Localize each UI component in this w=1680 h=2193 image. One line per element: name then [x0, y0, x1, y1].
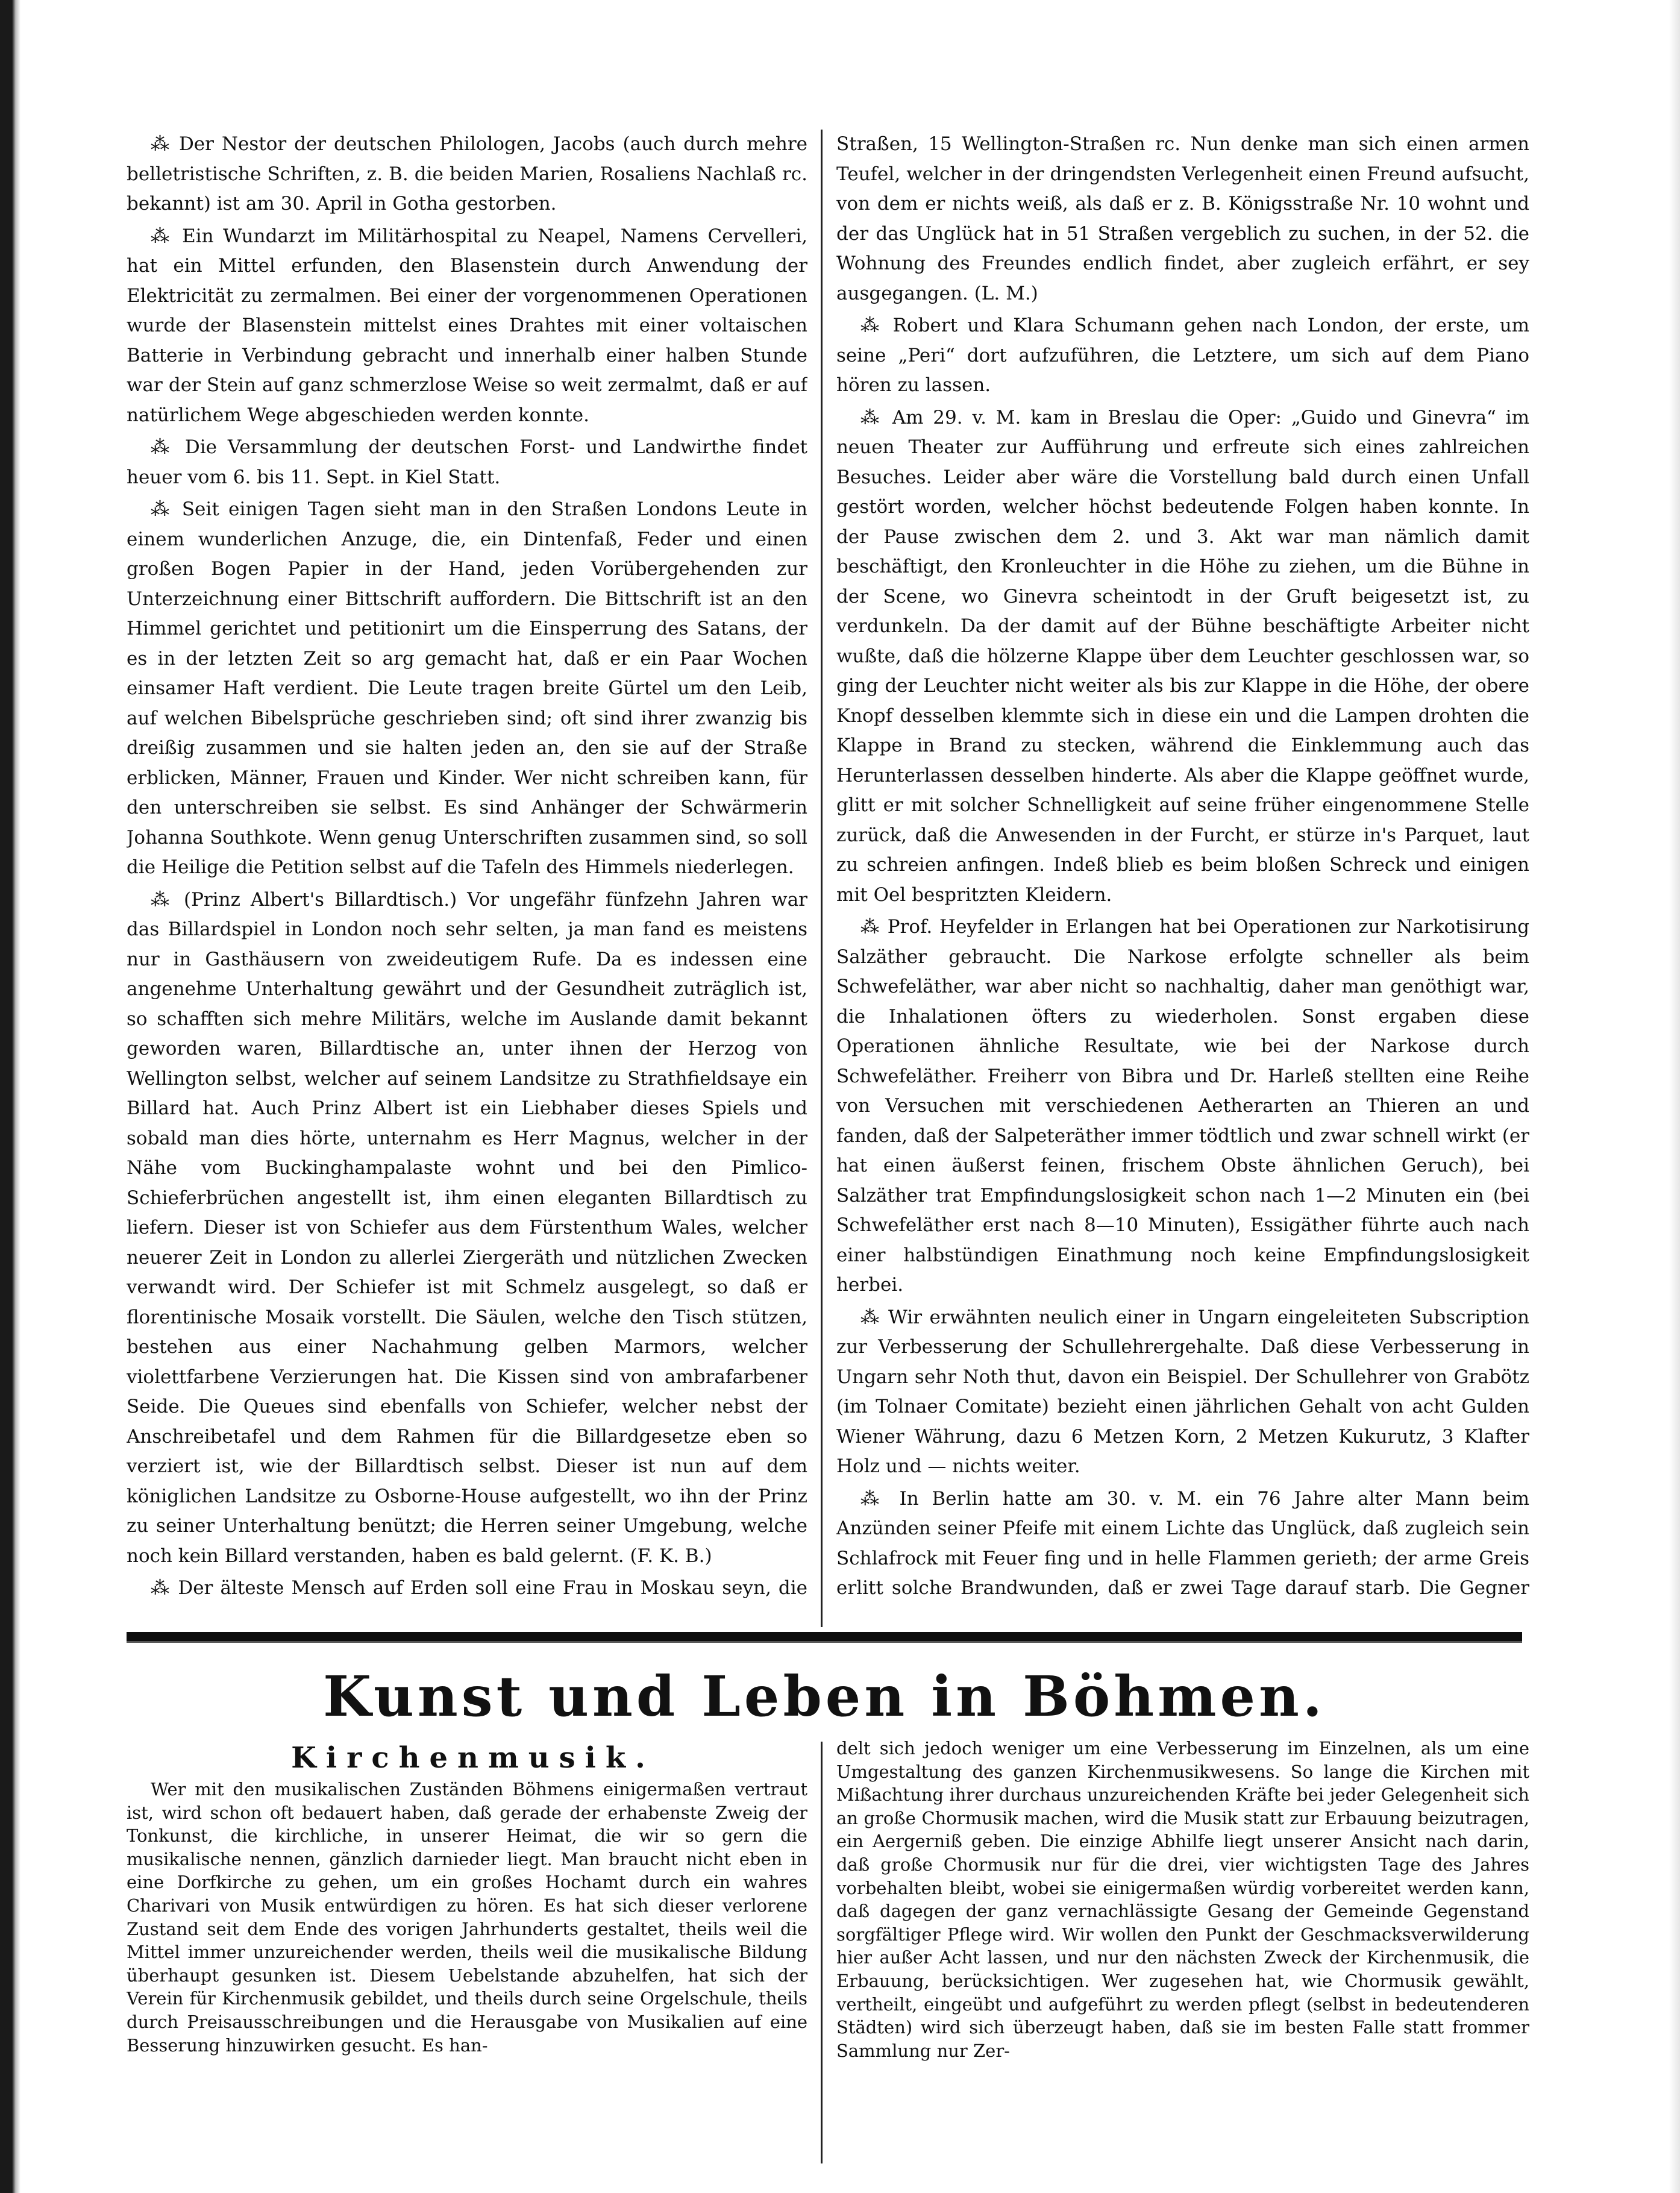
news-item: ⁂ Robert und Klara Schumann gehen nach London, der erste, um seine „Peri“ dort aufzuführen, die Letztere, um sich auf dem Piano hören zu lassen. [836, 315, 1529, 396]
news-item: ⁂ Der älteste Mensch auf Erden soll eine Frau in Moskau seyn, die [151, 1577, 807, 1599]
news-item: ⁂ Die Versammlung der deutschen Forst- und Landwirthe findet heuer vom 6. bis 11. Sept. in Kiel Statt. [127, 436, 807, 488]
column-divider [821, 1742, 823, 2163]
column-bottom-left [127, 1778, 807, 2163]
news-item: ⁂ Prof. Heyfelder in Erlangen hat bei Operationen zur Narkotisirung Salzäther gebraucht. Die Narkose erfolgte schneller als beim Schwefeläther, war aber nicht so nachhaltig, daher man genöthigt war, die Inhalationen öfters zu wiederholen. Sonst ergaben diese Operationen ähnliche Resultate, wie bei der Narkose durch Schwefeläther. Freiherr von Bibra und Dr. Harleß stellten eine Reihe von Versuchen mit verschiedenen Aetherarten an Thieren an und fanden, daß der Salpeteräther immer tödtlich und zwar schnell wirkt (er hat einen äußerst feinen, frischem Obste ähnlichen Geruch), bei Salzäther trat Empfindungslosigkeit schon nach 1—2 Minuten ein (bei Schwefeläther erst nach 8—10 Minuten), Essigäther führte auch nach einer halbstündigen Einathmung noch keine Empfindungslosigkeit herbei. [836, 916, 1529, 1296]
column-divider [821, 130, 823, 1627]
news-item: ⁂ In Berlin hatte am 30. v. M. ein 76 Jahre alter Mann beim Anzünden seiner Pfeife mit einem Lichte das Unglück, daß zugleich sein Schlafrock mit Feuer fing und in helle Flammen gerieth; der arme Greis erlitt solche Brandwunden, daß er zwei Tage darauf starb. Die Gegner [836, 1487, 1529, 1599]
article-text: Wer mit den musikalischen Zuständen Böhmens einigermaßen vertraut ist, wird schon oft bedauert haben, daß gerade der erhabenste Zweig der Tonkunst, die kirchliche, in unserer Heimat, die wir so gern die musikalische nennen, gänzlich darnieder liegt. Man braucht nicht eben in eine Dorfkirche zu gehen, um ein großes Hochamt durch ein wahres Charivari von Musik entwürdigen zu hören. Es hat sich dieser verlorene Zustand seit dem Ende des vorigen Jahrhunderts gestaltet, theils weil die Mittel immer unzureichender werden, theils weil die musikalische Bildung überhaupt gesunken ist. Diesem Uebelstande abzuhelfen, hat sich der Verein für Kirchenmusik gebildet, und theils durch seine Orgelschule, theils durch Preisausschreibungen und die Herausgabe von Musikalien auf eine Besserung hinzuwirken gesucht. Es han- [127, 1779, 807, 2056]
news-item: Straßen, 15 Wellington-Straßen rc. Nun denke man sich einen armen Teufel, welcher in der dringendsten Verlegenheit einen Freund aufsucht, von dem er nichts weiß, als daß er z. B. Königsstraße Nr. 10 wohnt und der das Unglück hat in 51 Straßen vergeblich zu suchen, in der 52. die Wohnung des Freundes endlich findet, aber zugleich erfährt, er sey ausgegangen. (L. M.) [836, 133, 1529, 304]
section-rule [127, 1632, 1522, 1643]
news-item: ⁂ Seit einigen Tagen sieht man in den Straßen Londons Leute in einem wunderlichen Anzuge, die, ein Dintenfaß, Feder und einen großen Bogen Papier in der Hand, jeden Vorübergehenden zur Unterzeichnung einer Bittschrift auffordern. Die Bittschrift ist an den Himmel gerichtet und petitionirt um die Einsperrung des Satans, der es in der letzten Zeit so arg gemacht hat, daß er ein Paar Wochen einsamer Haft verdient. Die Leute tragen breite Gürtel um den Leib, auf welchen Bibelsprüche geschrieben sind; oft sind ihrer zwanzig bis dreißig zusammen und sie halten jeden an, den sie auf der Straße erblicken, Männer, Frauen und Kinder. Wer nicht schreiben kann, für den unterschreiben sie selbst. Es sind Anhänger der Schwärmerin Johanna Southkote. Wenn genug Unterschriften zusammen sind, so soll die Heilige die Petition selbst auf die Tafeln des Himmels niederlegen. [127, 498, 807, 878]
column-top-right [836, 130, 1529, 1600]
scan-edge-left [0, 0, 20, 2193]
scan-edge-right [1669, 0, 1680, 2193]
news-item: ⁂ (Prinz Albert's Billardtisch.) Vor ungefähr fünfzehn Jahren war das Billardspiel in London noch sehr selten, ja man fand es meistens nur in Gasthäusern von zweideutigem Rufe. Da es indessen eine angenehme Unterhaltung gewährt und der Gesundheit zuträglich ist, so schafften sich mehre Militärs, welche im Auslande damit bekannt geworden waren, Billardtische an, unter ihnen der Herzog von Wellington selbst, welcher auf seinem Landsitze zu Strathfieldsaye ein Billard hat. Auch Prinz Albert ist ein Liebhaber dieses Spiels und sobald man dies hörte, unternahm es Herr Magnus, welcher in der Nähe vom Buckinghampalaste wohnt und bei den Pimlico-Schieferbrüchen angestellt ist, ihm einen eleganten Billardtisch zu liefern. Dieser ist von Schiefer aus dem Fürstenthum Wales, welcher neuerer Zeit in London zu allerlei Ziergeräth und nützlichen Zwecken verwandt wird. Der Schiefer ist mit Schmelz ausgelegt, so daß er florentinische Mosaik vorstellt. Die Säulen, welche den Tisch stützen, bestehen aus einer Nachahmung gelben Marmors, welcher violettfarbene Verzierungen hat. Die Kissen sind von ambrafarbener Seide. Die Queues sind ebenfalls von Schiefer, welcher nebst der Anschreibetafel und dem Rahmen für die Billardgesetze eben so verziert ist, wie der Billardtisch selbst. Dieser ist nun auf dem königlichen Landsitze zu Osborne-House aufgestellt, wo ihn der Prinz zu seiner Unterhaltung benützt; die Herren seiner Umgebung, welche noch kein Billard verstanden, haben es bald gelernt. (F. K. B.) [127, 888, 807, 1567]
news-item: ⁂ Der Nestor der deutschen Philologen, Jacobs (auch durch mehre belletristische Schriften, z. B. die beiden Marien, Rosaliens Nachlaß rc. bekannt) ist am 30. April in Gotha gestorben. [127, 133, 807, 215]
news-item: ⁂ Ein Wundarzt im Militärhospital zu Neapel, Namens Cervelleri, hat ein Mittel erfunden, den Blasenstein durch Anwendung der Elektricität zu zermalmen. Bei einer der vorgenommenen Operationen wurde der Blasenstein mittelst eines Drahtes mit einer voltaischen Batterie in Verbindung gebracht und innerhalb einer halben Stunde war der Stein auf ganz schmerzlose Weise so weit zermalmt, daß er auf natürlichem Wege abgeschieden werden konnte. [127, 225, 807, 426]
news-item: ⁂ Wir erwähnten neulich einer in Ungarn eingeleiteten Subscription zur Verbesserung der Schullehrergehalte. Daß diese Verbesserung in Ungarn sehr Noth thut, davon ein Beispiel. Der Schullehrer von Grabötz (im Tolnaer Comitate) bezieht einen jährlichen Gehalt von acht Gulden Wiener Währung, dazu 6 Metzen Korn, 2 Metzen Kukurutz, 3 Klafter Holz und — nichts weiter. [836, 1306, 1529, 1477]
section-heading: Kunst und Leben in Böhmen. [323, 1664, 1326, 1729]
news-item: ⁂ Am 29. v. M. kam in Breslau die Oper: „Guido und Ginevra“ im neuen Theater zur Aufführung und erfreute sich eines zahlreichen Besuches. Leider aber wäre die Vorstellung bald durch einen Unfall gestört worden, welcher höchst bedeutende Folgen haben konnte. In der Pause zwischen dem 2. und 3. Akt war man nämlich damit beschäftigt, den Kronleuchter in die Höhe zu ziehen, um die Bühne in der Scene, wo Ginevra scheintodt in der Gruft beigesetzt ist, zu verdunkeln. Da der damit auf der Bühne beschäftigte Arbeiter nicht wußte, daß die hölzerne Klappe über dem Leuchter geschlossen war, so ging der Leuchter nicht weiter als bis zur Klappe in die Höhe, der obere Knopf desselben klemmte sich in diese ein und die Lampen drohten die Klappe in Brand zu stecken, während die Einklemmung auch das Herunterlassen desselben hinderte. Als aber die Klappe geöffnet wurde, glitt er mit solcher Schnelligkeit auf seine früher eingenommene Stelle zurück, daß die Anwesenden in der Furcht, er stürze in's Parquet, laut zu schreien anfingen. Indeß blieb es beim bloßen Schreck und einigen mit Oel bespritzten Kleidern. [836, 406, 1529, 906]
column-top-left [127, 130, 807, 1600]
article-text: delt sich jedoch weniger um eine Verbesserung im Einzelnen, als um eine Umgestaltung des ganzen Kirchenmusikwesens. So lange die Kirchen mit Mißachtung ihrer durchaus unzureichenden Kräfte bei jeder Gelegenheit sich an große Chormusik machen, wird die Musik statt zur Erbauung beizutragen, ein Aergerniß geben. Die einzige Abhilfe liegt unserer Ansicht nach darin, daß große Chormusik nur für die drei, vier wichtigsten Tage des Jahres vorbehalten bleibt, wobei sie einigermaßen würdig vorbereitet werden kann, daß dagegen der ganz vernachlässigte Gesang der Gemeinde Gegenstand sorgfältiger Pflege wird. Wir wollen den Punkt der Geschmacksverwilderung hier außer Acht lassen, und nur den nächsten Zweck der Kirchenmusik, die Erbauung, berücksichtigen. Wer zugesehen hat, wie Chormusik gewählt, vertheilt, eingeübt und aufgeführt zu werden pflegt (selbst in bedeutenderen Städten) wird sich überzeugt haben, daß sie im besten Falle statt frommer Sammlung nur Zer- [836, 1738, 1529, 2061]
article-subheading: Kirchenmusik. [291, 1741, 655, 1775]
column-bottom-right [836, 1737, 1529, 2165]
